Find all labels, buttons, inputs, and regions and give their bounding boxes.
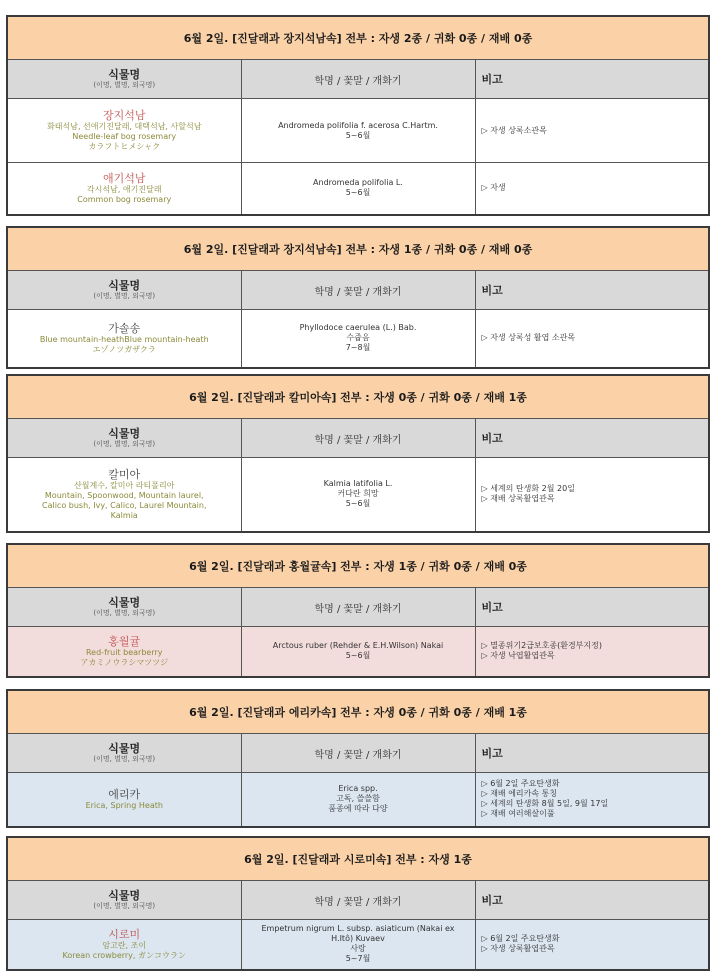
note-line: ▷ 재배 에리카속 통칭 bbox=[481, 789, 558, 799]
sci-line: Andromeda polifolia f. acerosa C.Hartm. bbox=[278, 120, 438, 130]
note-line: ▷ 재배 상록활엽관목 bbox=[481, 494, 555, 504]
col-header-name bbox=[7, 60, 241, 99]
section-block bbox=[6, 15, 710, 216]
col-header-sci: 학명 / 꽃말 / 개화기 bbox=[241, 271, 475, 310]
plant-table bbox=[6, 836, 710, 971]
section-title: 6월 2일. [진달래과 칼미아속] 전부 : 자생 0종 / 귀화 0종 / 재배 1종 bbox=[7, 375, 709, 419]
plant-alias: Erica, Spring Heath bbox=[85, 800, 163, 810]
note-line: ▷ 자생 낙엽활엽관목 bbox=[481, 651, 555, 661]
sci-cell bbox=[241, 920, 475, 970]
col-header-name bbox=[7, 734, 241, 773]
sci-cell bbox=[241, 773, 475, 827]
plant-alias: Calico bush, Ivy, Calico, Laurel Mountain, bbox=[41, 500, 207, 510]
sci-line: Arctous ruber (Rehder & E.H.Wilson) Nakai bbox=[272, 641, 444, 651]
sci-line: 수줍음 bbox=[346, 333, 370, 343]
plant-name-cell bbox=[7, 458, 241, 532]
sci-line: Andromeda polifolia L. bbox=[313, 178, 403, 188]
note-line: ▷ 재배 여러해살이풀 bbox=[481, 809, 555, 819]
section-title: 6월 2일. [진달래과 장지석남속] 전부 : 자생 1종 / 귀화 0종 / 재배 0종 bbox=[7, 227, 709, 271]
note-line: ▷ 멸종위기2급보호종(환경부지정) bbox=[481, 641, 602, 651]
sci-line: 사랑 bbox=[350, 944, 366, 954]
col-header-name bbox=[7, 419, 241, 458]
col-name-label: 식물명 bbox=[108, 427, 141, 440]
plant-name-cell bbox=[7, 627, 241, 677]
plant-table bbox=[6, 689, 710, 828]
plant-name-cell bbox=[7, 99, 241, 163]
plant-alias: Needle-leaf bog rosemary bbox=[72, 132, 177, 141]
col-name-sub: (이명, 별명, 외국명) bbox=[93, 440, 156, 448]
plant-name-cell bbox=[7, 773, 241, 827]
sci-cell bbox=[241, 163, 475, 215]
col-header-sci: 학명 / 꽃말 / 개화기 bbox=[241, 881, 475, 920]
col-header-sci: 학명 / 꽃말 / 개화기 bbox=[241, 419, 475, 458]
col-header-sci: 학명 / 꽃말 / 개화기 bbox=[241, 588, 475, 627]
plant-name: 홍월귤 bbox=[108, 634, 141, 648]
col-name-sub: (이명, 별명, 외국명) bbox=[93, 81, 156, 89]
note-line: ▷ 세계의 탄생화 8월 5일, 9월 17일 bbox=[481, 799, 609, 809]
sci-cell bbox=[241, 99, 475, 163]
plant-name-cell bbox=[7, 920, 241, 970]
note-cell bbox=[475, 920, 709, 970]
plant-alias: 암고란, 조이 bbox=[102, 940, 147, 950]
plant-name-cell bbox=[7, 163, 241, 215]
plant-name: 시로미 bbox=[108, 927, 141, 941]
plant-name: 애기석남 bbox=[102, 171, 146, 185]
note-cell bbox=[475, 773, 709, 827]
plant-table bbox=[6, 543, 710, 678]
col-name-label: 식물명 bbox=[108, 68, 141, 81]
note-line: ▷ 자생 상록성 활엽 소관목 bbox=[481, 333, 576, 343]
section-block bbox=[6, 543, 710, 678]
section-block bbox=[6, 226, 710, 369]
sci-line: 고독, 쓸쓸함 bbox=[336, 794, 380, 804]
note-line: ▷ 6월 2일 주요탄생화 bbox=[481, 934, 560, 944]
plant-alias: Blue mountain-heathBlue mountain-heath bbox=[39, 334, 209, 344]
col-name-sub: (이명, 별명, 외국명) bbox=[93, 755, 156, 763]
table-row bbox=[7, 163, 709, 215]
table-row bbox=[7, 99, 709, 163]
note-line: ▷ 자생 상록소관목 bbox=[481, 125, 547, 135]
col-name-sub: (이명, 별명, 외국명) bbox=[93, 902, 156, 910]
col-name-label: 식물명 bbox=[108, 889, 141, 902]
note-line: ▷ 자생 상록활엽관목 bbox=[481, 944, 555, 954]
plant-alias: アカミノウラシマツツジ bbox=[80, 657, 169, 667]
sci-cell bbox=[241, 310, 475, 368]
sci-line: Erica spp. bbox=[338, 784, 378, 794]
plant-name: 장지석남 bbox=[102, 109, 146, 122]
note-cell bbox=[475, 627, 709, 677]
col-header-note: 비고 bbox=[475, 588, 709, 627]
plant-alias: 화태석남, 선애기진달래, 대택석남, 사할석남 bbox=[47, 122, 202, 131]
note-line: ▷ 6월 2일 주요탄생화 bbox=[481, 779, 560, 789]
plant-alias: Mountain, Spoonwood, Mountain laurel, bbox=[44, 490, 204, 500]
note-cell bbox=[475, 310, 709, 368]
sci-line: 7~8월 bbox=[345, 343, 371, 353]
plant-alias: Korean crowberry, ガンコウラン bbox=[62, 950, 186, 960]
sci-line: 5~6월 bbox=[345, 651, 371, 661]
table-row bbox=[7, 458, 709, 532]
col-header-note: 비고 bbox=[475, 60, 709, 99]
col-name-label: 식물명 bbox=[108, 742, 141, 755]
section-title: 6월 2일. [진달래과 에리카속] 전부 : 자생 0종 / 귀화 0종 / 재배 1종 bbox=[7, 690, 709, 734]
col-header-sci: 학명 / 꽃말 / 개화기 bbox=[241, 60, 475, 99]
col-header-note: 비고 bbox=[475, 881, 709, 920]
plant-name: 에리카 bbox=[108, 787, 141, 801]
table-row bbox=[7, 773, 709, 827]
plant-alias: エゾノツガザクラ bbox=[92, 344, 156, 354]
sci-line: Empetrum nigrum L. subsp. asiaticum (Nakai ex bbox=[261, 924, 455, 934]
note-line: ▷ 자생 bbox=[481, 183, 506, 193]
col-name-label: 식물명 bbox=[108, 596, 141, 609]
sci-line: H.Itô) Kuvaev bbox=[331, 934, 385, 944]
sci-line: 품종에 따라 다양 bbox=[328, 804, 388, 814]
sci-line: 5~6월 bbox=[345, 130, 371, 140]
col-name-sub: (이명, 별명, 외국명) bbox=[93, 292, 156, 300]
col-header-name bbox=[7, 271, 241, 310]
sci-line: 5~6월 bbox=[345, 499, 371, 509]
note-cell bbox=[475, 458, 709, 532]
plant-alias: Common bog rosemary bbox=[77, 194, 172, 204]
plant-alias: カラフトヒメシャク bbox=[88, 142, 161, 151]
col-header-note: 비고 bbox=[475, 419, 709, 458]
table-row bbox=[7, 627, 709, 677]
col-header-note: 비고 bbox=[475, 271, 709, 310]
note-cell bbox=[475, 99, 709, 163]
section-block bbox=[6, 374, 710, 533]
plant-alias: 산월계수, 칼미아 라티폴리아 bbox=[74, 480, 175, 490]
sci-line: 5~6월 bbox=[345, 188, 371, 198]
section-block bbox=[6, 689, 710, 828]
sci-cell bbox=[241, 627, 475, 677]
section-title: 6월 2일. [진달래과 홍월귤속] 전부 : 자생 1종 / 귀화 0종 / 재배 0종 bbox=[7, 544, 709, 588]
plant-table bbox=[6, 226, 710, 369]
sci-line: Kalmia latifolia L. bbox=[323, 479, 393, 489]
section-title: 6월 2일. [진달래과 시로미속] 전부 : 자생 1종 bbox=[7, 837, 709, 881]
plant-table bbox=[6, 15, 710, 216]
sci-line: 커다란 희망 bbox=[337, 489, 379, 499]
plant-name: 가솔송 bbox=[108, 321, 141, 335]
plant-alias: 각시석남, 애기진달래 bbox=[86, 184, 162, 194]
plant-name-cell bbox=[7, 310, 241, 368]
col-header-sci: 학명 / 꽃말 / 개화기 bbox=[241, 734, 475, 773]
sci-cell bbox=[241, 458, 475, 532]
note-cell bbox=[475, 163, 709, 215]
col-name-label: 식물명 bbox=[108, 279, 141, 292]
note-line: ▷ 세계의 탄생화 2월 20일 bbox=[481, 484, 575, 494]
table-row bbox=[7, 920, 709, 970]
section-block bbox=[6, 836, 710, 971]
plant-table bbox=[6, 374, 710, 533]
col-header-name bbox=[7, 588, 241, 627]
col-name-sub: (이명, 별명, 외국명) bbox=[93, 609, 156, 617]
plant-alias: Red-fruit bearberry bbox=[85, 647, 163, 657]
col-header-name bbox=[7, 881, 241, 920]
sci-line: 5~7월 bbox=[345, 954, 371, 964]
plant-alias: Kalmia bbox=[110, 510, 138, 520]
sci-line: Phyllodoce caerulea (L.) Bab. bbox=[299, 323, 417, 333]
col-header-note: 비고 bbox=[475, 734, 709, 773]
plant-name: 칼미아 bbox=[108, 467, 141, 481]
section-title: 6월 2일. [진달래과 장지석남속] 전부 : 자생 2종 / 귀화 0종 / 재배 0종 bbox=[7, 16, 709, 60]
table-row bbox=[7, 310, 709, 368]
